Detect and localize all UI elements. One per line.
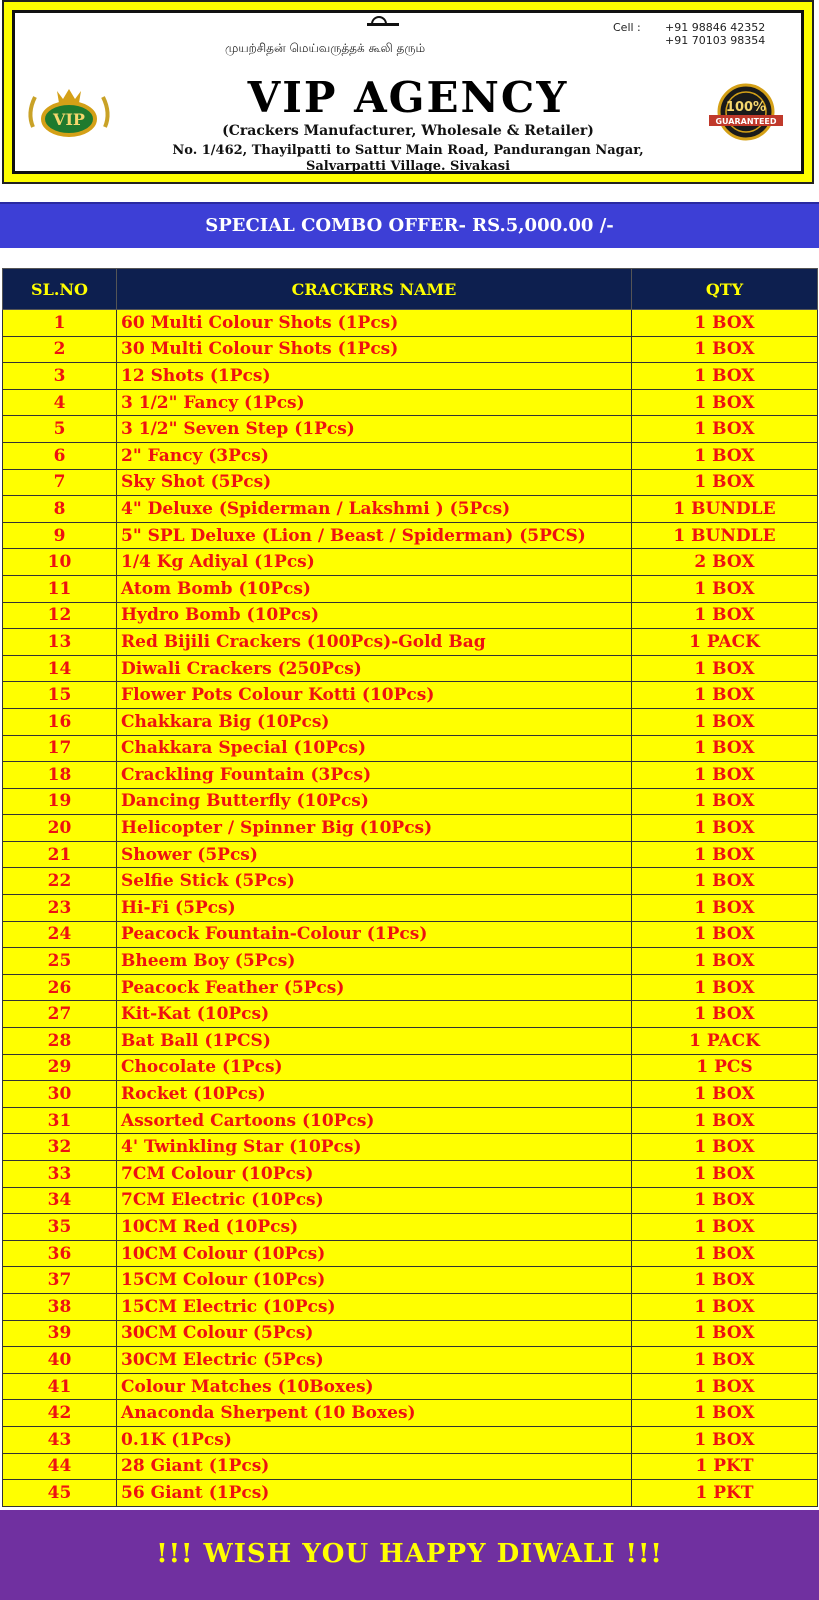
row-sl-no: 11	[3, 575, 117, 602]
row-cracker-name: 4" Deluxe (Spiderman / Lakshmi ) (5Pcs)	[117, 496, 632, 523]
table-row	[3, 389, 818, 416]
row-cracker-name: 2" Fancy (3Pcs)	[117, 442, 632, 469]
row-sl-no: 7	[3, 469, 117, 496]
header-sl-no: SL.NO	[3, 269, 117, 310]
row-qty: 1 BOX	[632, 469, 818, 496]
row-qty: 1 BOX	[632, 1320, 818, 1347]
row-sl-no: 19	[3, 788, 117, 815]
row-sl-no: 24	[3, 921, 117, 948]
table-row	[3, 868, 818, 895]
row-qty: 1 BOX	[632, 1347, 818, 1374]
phone-number-1: +91 98846 42352	[665, 21, 766, 34]
row-cracker-name: Red Bijili Crackers (100Pcs)-Gold Bag	[117, 629, 632, 656]
row-qty: 1 BOX	[632, 575, 818, 602]
row-sl-no: 8	[3, 496, 117, 523]
table-row	[3, 1347, 818, 1374]
row-qty: 1 PKT	[632, 1453, 818, 1480]
row-cracker-name: Peacock Fountain-Colour (1Pcs)	[117, 921, 632, 948]
table-row	[3, 921, 818, 948]
table-row	[3, 1373, 818, 1400]
row-sl-no: 30	[3, 1081, 117, 1108]
row-cracker-name: Diwali Crackers (250Pcs)	[117, 655, 632, 682]
row-qty: 1 BOX	[632, 1267, 818, 1294]
row-cracker-name: 0.1K (1Pcs)	[117, 1426, 632, 1453]
logo-text: VIP	[53, 110, 85, 129]
table-row	[3, 1214, 818, 1241]
row-sl-no: 26	[3, 974, 117, 1001]
row-qty: 1 BOX	[632, 1214, 818, 1241]
row-sl-no: 6	[3, 442, 117, 469]
table-row	[3, 1320, 818, 1347]
row-cracker-name: Colour Matches (10Boxes)	[117, 1373, 632, 1400]
table-row	[3, 895, 818, 922]
row-sl-no: 41	[3, 1373, 117, 1400]
table-row	[3, 1107, 818, 1134]
row-sl-no: 13	[3, 629, 117, 656]
row-cracker-name: Hydro Bomb (10Pcs)	[117, 602, 632, 629]
table-row	[3, 469, 818, 496]
crackers-table	[2, 268, 818, 1507]
table-row	[3, 442, 818, 469]
header-crackers-name: CRACKERS NAME	[117, 269, 632, 310]
row-cracker-name: Chakkara Big (10Pcs)	[117, 708, 632, 735]
row-cracker-name: 7CM Colour (10Pcs)	[117, 1161, 632, 1188]
row-cracker-name: Rocket (10Pcs)	[117, 1081, 632, 1108]
table-row	[3, 310, 818, 337]
table-row	[3, 1426, 818, 1453]
row-qty: 1 BOX	[632, 1293, 818, 1320]
row-qty: 1 BOX	[632, 363, 818, 390]
row-sl-no: 14	[3, 655, 117, 682]
row-cracker-name: Anaconda Sherpent (10 Boxes)	[117, 1400, 632, 1427]
row-cracker-name: Peacock Feather (5Pcs)	[117, 974, 632, 1001]
table-row	[3, 708, 818, 735]
row-cracker-name: Chakkara Special (10Pcs)	[117, 735, 632, 762]
table-row	[3, 788, 818, 815]
row-cracker-name: 30CM Colour (5Pcs)	[117, 1320, 632, 1347]
row-qty: 1 BOX	[632, 1426, 818, 1453]
phone-numbers	[665, 21, 805, 47]
row-qty: 1 BOX	[632, 389, 818, 416]
header-frame	[2, 0, 814, 184]
row-sl-no: 12	[3, 602, 117, 629]
combo-offer-banner: SPECIAL COMBO OFFER- RS.5,000.00 /-	[0, 202, 819, 248]
table-row	[3, 1161, 818, 1188]
row-cracker-name: 7CM Electric (10Pcs)	[117, 1187, 632, 1214]
cell-label: Cell :	[613, 21, 641, 34]
table-body	[3, 310, 818, 1507]
table-row	[3, 974, 818, 1001]
row-qty: 1 BOX	[632, 1373, 818, 1400]
row-qty: 1 BOX	[632, 1081, 818, 1108]
row-sl-no: 5	[3, 416, 117, 443]
table-row	[3, 416, 818, 443]
table-header-row	[3, 269, 818, 310]
row-qty: 1 BOX	[632, 1400, 818, 1427]
row-sl-no: 15	[3, 682, 117, 709]
row-cracker-name: Bat Ball (1PCS)	[117, 1028, 632, 1055]
row-qty: 1 BOX	[632, 948, 818, 975]
row-cracker-name: Assorted Cartoons (10Pcs)	[117, 1107, 632, 1134]
row-sl-no: 16	[3, 708, 117, 735]
row-qty: 1 BOX	[632, 682, 818, 709]
header-card	[12, 10, 804, 174]
row-qty: 1 BOX	[632, 1001, 818, 1028]
address-line-1: No. 1/462, Thayilpatti to Sattur Main Road, Pandurangan Nagar,	[172, 143, 644, 158]
row-qty: 1 BOX	[632, 442, 818, 469]
row-qty: 1 BOX	[632, 788, 818, 815]
row-sl-no: 38	[3, 1293, 117, 1320]
row-sl-no: 36	[3, 1240, 117, 1267]
diwali-wishes-footer: !!! WISH YOU HAPPY DIWALI !!!	[0, 1510, 819, 1600]
row-sl-no: 25	[3, 948, 117, 975]
guarantee-badge-icon	[701, 83, 791, 141]
row-cracker-name: Atom Bomb (10Pcs)	[117, 575, 632, 602]
row-sl-no: 9	[3, 522, 117, 549]
badge-top-text: 100%	[725, 100, 767, 115]
row-cracker-name: 28 Giant (1Pcs)	[117, 1453, 632, 1480]
row-qty: 2 BOX	[632, 549, 818, 576]
row-cracker-name: 1/4 Kg Adiyal (1Pcs)	[117, 549, 632, 576]
row-sl-no: 1	[3, 310, 117, 337]
row-qty: 1 BOX	[632, 868, 818, 895]
tamil-motto: முயற்சிதன் மெய்வருத்தக் கூலி தரும்	[225, 41, 426, 55]
row-cracker-name: Helicopter / Spinner Big (10Pcs)	[117, 815, 632, 842]
row-qty: 1 PACK	[632, 629, 818, 656]
table-row	[3, 1267, 818, 1294]
row-sl-no: 32	[3, 1134, 117, 1161]
row-cracker-name: Dancing Butterfly (10Pcs)	[117, 788, 632, 815]
row-qty: 1 BOX	[632, 708, 818, 735]
row-qty: 1 BOX	[632, 895, 818, 922]
row-sl-no: 18	[3, 762, 117, 789]
row-qty: 1 BOX	[632, 921, 818, 948]
row-sl-no: 44	[3, 1453, 117, 1480]
row-qty: 1 BOX	[632, 1187, 818, 1214]
row-cracker-name: 15CM Colour (10Pcs)	[117, 1267, 632, 1294]
row-qty: 1 BOX	[632, 735, 818, 762]
row-cracker-name: Chocolate (1Pcs)	[117, 1054, 632, 1081]
row-cracker-name: Hi-Fi (5Pcs)	[117, 895, 632, 922]
table-row	[3, 1028, 818, 1055]
table-row	[3, 575, 818, 602]
table-row	[3, 1240, 818, 1267]
row-sl-no: 10	[3, 549, 117, 576]
row-qty: 1 BOX	[632, 602, 818, 629]
row-sl-no: 29	[3, 1054, 117, 1081]
table-row	[3, 549, 818, 576]
row-cracker-name: 56 Giant (1Pcs)	[117, 1480, 632, 1507]
table-row	[3, 1187, 818, 1214]
row-qty: 1 BOX	[632, 310, 818, 337]
table-row	[3, 602, 818, 629]
row-sl-no: 34	[3, 1187, 117, 1214]
row-cracker-name: 10CM Red (10Pcs)	[117, 1214, 632, 1241]
row-sl-no: 2	[3, 336, 117, 363]
row-qty: 1 BUNDLE	[632, 522, 818, 549]
row-sl-no: 21	[3, 841, 117, 868]
row-qty: 1 BUNDLE	[632, 496, 818, 523]
row-cracker-name: Sky Shot (5Pcs)	[117, 469, 632, 496]
agency-title: VIP AGENCY	[247, 73, 569, 122]
row-sl-no: 3	[3, 363, 117, 390]
address-line-2: Salvarpatti Village. Sivakasi	[305, 159, 511, 174]
row-qty: 1 BOX	[632, 416, 818, 443]
row-cracker-name: 3 1/2" Seven Step (1Pcs)	[117, 416, 632, 443]
row-cracker-name: Bheem Boy (5Pcs)	[117, 948, 632, 975]
row-cracker-name: 60 Multi Colour Shots (1Pcs)	[117, 310, 632, 337]
row-cracker-name: 30CM Electric (5Pcs)	[117, 1347, 632, 1374]
row-sl-no: 17	[3, 735, 117, 762]
phone-number-2: +91 70103 98354	[665, 34, 766, 47]
row-qty: 1 BOX	[632, 1240, 818, 1267]
table-row	[3, 735, 818, 762]
row-qty: 1 PKT	[632, 1480, 818, 1507]
row-sl-no: 42	[3, 1400, 117, 1427]
table-row	[3, 336, 818, 363]
table-row	[3, 1054, 818, 1081]
row-sl-no: 33	[3, 1161, 117, 1188]
table-row	[3, 1400, 818, 1427]
row-sl-no: 28	[3, 1028, 117, 1055]
row-cracker-name: 30 Multi Colour Shots (1Pcs)	[117, 336, 632, 363]
table-row	[3, 815, 818, 842]
row-sl-no: 20	[3, 815, 117, 842]
row-qty: 1 PCS	[632, 1054, 818, 1081]
row-cracker-name: 12 Shots (1Pcs)	[117, 363, 632, 390]
row-qty: 1 BOX	[632, 762, 818, 789]
row-qty: 1 BOX	[632, 815, 818, 842]
row-qty: 1 BOX	[632, 336, 818, 363]
table-row	[3, 948, 818, 975]
row-cracker-name: 15CM Electric (10Pcs)	[117, 1293, 632, 1320]
row-sl-no: 43	[3, 1426, 117, 1453]
table-row	[3, 1453, 818, 1480]
table-row	[3, 841, 818, 868]
row-sl-no: 45	[3, 1480, 117, 1507]
row-cracker-name: 4' Twinkling Star (10Pcs)	[117, 1134, 632, 1161]
table-row	[3, 1134, 818, 1161]
row-qty: 1 PACK	[632, 1028, 818, 1055]
table-row	[3, 629, 818, 656]
table-row	[3, 1081, 818, 1108]
row-cracker-name: Crackling Fountain (3Pcs)	[117, 762, 632, 789]
row-sl-no: 39	[3, 1320, 117, 1347]
row-qty: 1 BOX	[632, 841, 818, 868]
row-sl-no: 23	[3, 895, 117, 922]
row-sl-no: 27	[3, 1001, 117, 1028]
table-row	[3, 1293, 818, 1320]
deity-symbol-icon	[367, 23, 399, 29]
row-cracker-name: Shower (5Pcs)	[117, 841, 632, 868]
agency-subtitle: (Crackers Manufacturer, Wholesale & Retailer)	[222, 123, 594, 139]
table-row	[3, 682, 818, 709]
table-row	[3, 1001, 818, 1028]
row-sl-no: 35	[3, 1214, 117, 1241]
table-row	[3, 522, 818, 549]
table-row	[3, 1480, 818, 1507]
badge-bottom-text: GUARANTEED	[715, 117, 777, 126]
row-cracker-name: Kit-Kat (10Pcs)	[117, 1001, 632, 1028]
row-cracker-name: Selfie Stick (5Pcs)	[117, 868, 632, 895]
table-row	[3, 363, 818, 390]
row-qty: 1 BOX	[632, 1107, 818, 1134]
row-qty: 1 BOX	[632, 655, 818, 682]
table-row	[3, 496, 818, 523]
row-cracker-name: 3 1/2" Fancy (1Pcs)	[117, 389, 632, 416]
header-qty: QTY	[632, 269, 818, 310]
table-row	[3, 762, 818, 789]
row-sl-no: 37	[3, 1267, 117, 1294]
row-sl-no: 40	[3, 1347, 117, 1374]
row-qty: 1 BOX	[632, 1161, 818, 1188]
row-cracker-name: Flower Pots Colour Kotti (10Pcs)	[117, 682, 632, 709]
row-cracker-name: 5" SPL Deluxe (Lion / Beast / Spiderman) (5PCS)	[117, 522, 632, 549]
row-qty: 1 BOX	[632, 1134, 818, 1161]
row-sl-no: 4	[3, 389, 117, 416]
row-qty: 1 BOX	[632, 974, 818, 1001]
row-sl-no: 22	[3, 868, 117, 895]
row-sl-no: 31	[3, 1107, 117, 1134]
row-cracker-name: 10CM Colour (10Pcs)	[117, 1240, 632, 1267]
table-row	[3, 655, 818, 682]
